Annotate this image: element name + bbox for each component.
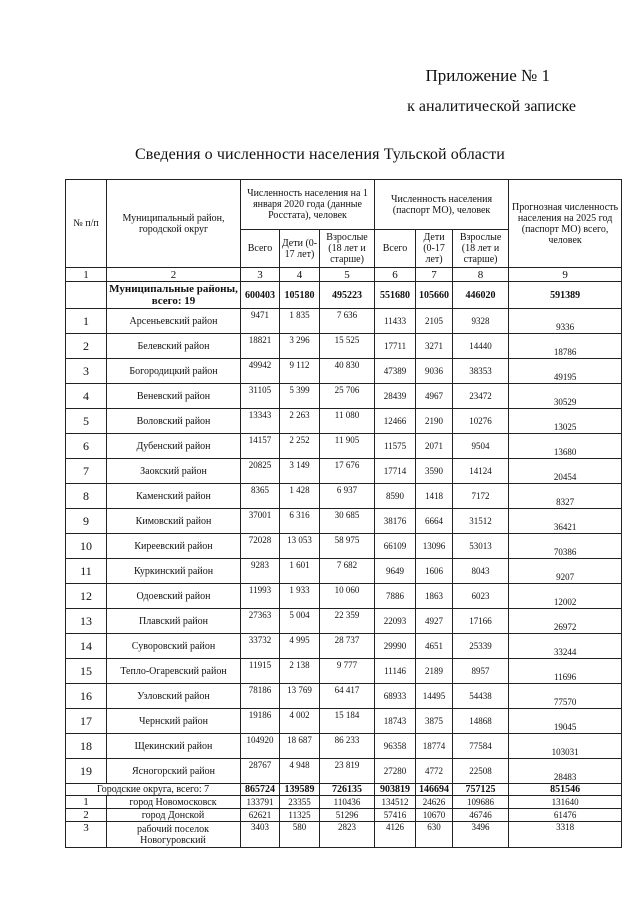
value-cell: 3271 <box>416 334 453 359</box>
value-cell: 10276 <box>453 409 509 434</box>
district-name: Заокский район <box>107 459 241 484</box>
value-cell: 12466 <box>375 409 416 434</box>
value-cell: 14157 <box>241 434 280 459</box>
value-cell: 13343 <box>241 409 280 434</box>
col-header-rosstat-adults: Взрослые (18 лет и старше) <box>320 230 375 268</box>
value-cell: 2 263 <box>280 409 320 434</box>
value-cell: 31105 <box>241 384 280 409</box>
col-header-forecast: Прогнозная численность населения на 2025 год (паспорт МО) всего, человек <box>509 180 622 268</box>
value-cell: 109686 <box>453 796 509 809</box>
value-cell: 77570 <box>509 684 622 709</box>
value-cell: 133791 <box>241 796 280 809</box>
district-row <box>66 484 622 509</box>
district-name: Каменский район <box>107 484 241 509</box>
total-cell: 446020 <box>453 282 509 309</box>
value-cell: 131640 <box>509 796 622 809</box>
column-number: 6 <box>375 268 416 282</box>
value-cell: 9328 <box>453 309 509 334</box>
row-number: 4 <box>66 384 107 409</box>
column-number: 7 <box>416 268 453 282</box>
total-cell: 851546 <box>509 784 622 796</box>
value-cell: 28439 <box>375 384 416 409</box>
value-cell: 13 053 <box>280 534 320 559</box>
district-name: Чернский район <box>107 709 241 734</box>
district-name: Арсеньевский район <box>107 309 241 334</box>
value-cell: 18786 <box>509 334 622 359</box>
value-cell: 77584 <box>453 734 509 759</box>
value-cell: 2 138 <box>280 659 320 684</box>
column-number: 8 <box>453 268 509 282</box>
value-cell: 7 636 <box>320 309 375 334</box>
city-name: город Донской <box>107 809 241 822</box>
value-cell: 70386 <box>509 534 622 559</box>
col-header-name: Муниципальный район, городской округ <box>107 180 241 268</box>
row-number: 5 <box>66 409 107 434</box>
row-number: 1 <box>66 309 107 334</box>
value-cell: 3318 <box>509 822 622 848</box>
district-row <box>66 609 622 634</box>
value-cell: 14495 <box>416 684 453 709</box>
row-number: 8 <box>66 484 107 509</box>
district-row <box>66 684 622 709</box>
value-cell: 11993 <box>241 584 280 609</box>
value-cell: 51296 <box>320 809 375 822</box>
value-cell: 9504 <box>453 434 509 459</box>
col-header-rosstat-total: Всего <box>241 230 280 268</box>
row-number: 19 <box>66 759 107 784</box>
city-row <box>66 822 622 848</box>
value-cell: 3403 <box>241 822 280 848</box>
value-cell: 7886 <box>375 584 416 609</box>
value-cell: 6 937 <box>320 484 375 509</box>
district-row <box>66 509 622 534</box>
column-number: 2 <box>107 268 241 282</box>
value-cell: 18 687 <box>280 734 320 759</box>
value-cell: 6664 <box>416 509 453 534</box>
col-header-mo-adults: Взрослые (18 лет и старше) <box>453 230 509 268</box>
col-header-rosstat: Численность населения на 1 января 2020 года (данные Росстата), человек <box>241 180 375 230</box>
value-cell: 14124 <box>453 459 509 484</box>
value-cell: 61476 <box>509 809 622 822</box>
value-cell: 64 417 <box>320 684 375 709</box>
value-cell: 49195 <box>509 359 622 384</box>
value-cell: 110436 <box>320 796 375 809</box>
city-name: город Новомосковск <box>107 796 241 809</box>
district-name: Суворовский район <box>107 634 241 659</box>
appendix-label: Приложение № 1 <box>425 66 550 85</box>
row-number: 10 <box>66 534 107 559</box>
value-cell: 23355 <box>280 796 320 809</box>
value-cell: 9207 <box>509 559 622 584</box>
district-name: Куркинский район <box>107 559 241 584</box>
district-row <box>66 534 622 559</box>
value-cell: 9283 <box>241 559 280 584</box>
value-cell: 4 948 <box>280 759 320 784</box>
column-number: 1 <box>66 268 107 282</box>
district-name: Богородицкий район <box>107 359 241 384</box>
value-cell: 103031 <box>509 734 622 759</box>
value-cell: 2190 <box>416 409 453 434</box>
row-number: 9 <box>66 509 107 534</box>
total-cell: 903819 <box>375 784 416 796</box>
district-name: Веневский район <box>107 384 241 409</box>
document-title: Сведения о численности населения Тульской области <box>135 146 505 163</box>
value-cell: 15 184 <box>320 709 375 734</box>
total-cell: 757125 <box>453 784 509 796</box>
value-cell: 20454 <box>509 459 622 484</box>
col-header-mo-total: Всего <box>375 230 416 268</box>
value-cell: 12002 <box>509 584 622 609</box>
cities-total-row <box>66 784 622 796</box>
total-cell: 495223 <box>320 282 375 309</box>
value-cell: 4651 <box>416 634 453 659</box>
value-cell: 19045 <box>509 709 622 734</box>
district-name: Дубенский район <box>107 434 241 459</box>
value-cell: 22093 <box>375 609 416 634</box>
col-header-rosstat-children: Дети (0-17 лет) <box>280 230 320 268</box>
cities-total-label: Городские округа, всего: 7 <box>66 784 241 796</box>
city-row <box>66 796 622 809</box>
district-name: Кимовский район <box>107 509 241 534</box>
row-number: 2 <box>66 334 107 359</box>
district-name: Киреевский район <box>107 534 241 559</box>
value-cell: 104920 <box>241 734 280 759</box>
value-cell: 3875 <box>416 709 453 734</box>
value-cell: 49942 <box>241 359 280 384</box>
value-cell: 22508 <box>453 759 509 784</box>
district-row <box>66 584 622 609</box>
column-number: 3 <box>241 268 280 282</box>
district-row <box>66 559 622 584</box>
value-cell: 2 252 <box>280 434 320 459</box>
value-cell: 1606 <box>416 559 453 584</box>
value-cell: 9 112 <box>280 359 320 384</box>
value-cell: 4772 <box>416 759 453 784</box>
value-cell: 19186 <box>241 709 280 734</box>
value-cell: 30529 <box>509 384 622 409</box>
value-cell: 14868 <box>453 709 509 734</box>
district-row <box>66 384 622 409</box>
value-cell: 11325 <box>280 809 320 822</box>
value-cell: 23 819 <box>320 759 375 784</box>
total-cell: 139589 <box>280 784 320 796</box>
value-cell: 5 399 <box>280 384 320 409</box>
value-cell: 2823 <box>320 822 375 848</box>
district-name: Одоевский район <box>107 584 241 609</box>
value-cell: 7172 <box>453 484 509 509</box>
value-cell: 27363 <box>241 609 280 634</box>
row-number: 2 <box>66 809 107 822</box>
row-number: 16 <box>66 684 107 709</box>
value-cell: 30 685 <box>320 509 375 534</box>
value-cell: 31512 <box>453 509 509 534</box>
value-cell: 8590 <box>375 484 416 509</box>
value-cell: 5 004 <box>280 609 320 634</box>
total-cell: 726135 <box>320 784 375 796</box>
value-cell: 2071 <box>416 434 453 459</box>
value-cell: 580 <box>280 822 320 848</box>
value-cell: 13680 <box>509 434 622 459</box>
row-number: 15 <box>66 659 107 684</box>
value-cell: 25 706 <box>320 384 375 409</box>
value-cell: 8043 <box>453 559 509 584</box>
value-cell: 47389 <box>375 359 416 384</box>
district-row <box>66 709 622 734</box>
value-cell: 11433 <box>375 309 416 334</box>
value-cell: 53013 <box>453 534 509 559</box>
value-cell: 11915 <box>241 659 280 684</box>
value-cell: 58 975 <box>320 534 375 559</box>
value-cell: 11575 <box>375 434 416 459</box>
value-cell: 26972 <box>509 609 622 634</box>
district-row <box>66 659 622 684</box>
value-cell: 3 296 <box>280 334 320 359</box>
district-row <box>66 759 622 784</box>
value-cell: 6 316 <box>280 509 320 534</box>
value-cell: 4927 <box>416 609 453 634</box>
value-cell: 28483 <box>509 759 622 784</box>
value-cell: 38353 <box>453 359 509 384</box>
value-cell: 4 995 <box>280 634 320 659</box>
row-number: 11 <box>66 559 107 584</box>
value-cell: 17166 <box>453 609 509 634</box>
value-cell: 33732 <box>241 634 280 659</box>
district-row <box>66 634 622 659</box>
value-cell: 2189 <box>416 659 453 684</box>
value-cell: 9 777 <box>320 659 375 684</box>
column-number: 4 <box>280 268 320 282</box>
value-cell: 62621 <box>241 809 280 822</box>
value-cell: 22 359 <box>320 609 375 634</box>
district-name: Ясногорский район <box>107 759 241 784</box>
total-cell: 105180 <box>280 282 320 309</box>
row-number: 17 <box>66 709 107 734</box>
total-cell: 551680 <box>375 282 416 309</box>
value-cell: 134512 <box>375 796 416 809</box>
col-header-mo-children: Дети (0-17 лет) <box>416 230 453 268</box>
row-number: 7 <box>66 459 107 484</box>
city-name: рабочий поселок Новогуровский <box>107 822 241 848</box>
row-number: 13 <box>66 609 107 634</box>
value-cell: 23472 <box>453 384 509 409</box>
value-cell: 13096 <box>416 534 453 559</box>
total-cell: 591389 <box>509 282 622 309</box>
total-cell: 865724 <box>241 784 280 796</box>
value-cell: 8327 <box>509 484 622 509</box>
value-cell: 1 835 <box>280 309 320 334</box>
column-number-row <box>66 268 622 282</box>
district-row <box>66 459 622 484</box>
col-header-num: № п/п <box>66 180 107 268</box>
district-row <box>66 309 622 334</box>
row-number: 3 <box>66 822 107 848</box>
value-cell: 27280 <box>375 759 416 784</box>
value-cell: 1 601 <box>280 559 320 584</box>
value-cell: 68933 <box>375 684 416 709</box>
value-cell: 38176 <box>375 509 416 534</box>
district-row <box>66 434 622 459</box>
value-cell: 11696 <box>509 659 622 684</box>
value-cell: 17714 <box>375 459 416 484</box>
column-number: 5 <box>320 268 375 282</box>
district-name: Белевский район <box>107 334 241 359</box>
value-cell: 11 905 <box>320 434 375 459</box>
value-cell: 1 933 <box>280 584 320 609</box>
district-name: Щекинский район <box>107 734 241 759</box>
value-cell: 40 830 <box>320 359 375 384</box>
value-cell: 1 428 <box>280 484 320 509</box>
value-cell: 46746 <box>453 809 509 822</box>
value-cell: 11 080 <box>320 409 375 434</box>
note-label: к аналитической записке <box>407 98 576 115</box>
value-cell: 9471 <box>241 309 280 334</box>
value-cell: 66109 <box>375 534 416 559</box>
value-cell: 10 060 <box>320 584 375 609</box>
row-number: 14 <box>66 634 107 659</box>
value-cell: 29990 <box>375 634 416 659</box>
value-cell: 18743 <box>375 709 416 734</box>
total-cell: 146694 <box>416 784 453 796</box>
value-cell: 17 676 <box>320 459 375 484</box>
value-cell: 4 002 <box>280 709 320 734</box>
city-row <box>66 809 622 822</box>
value-cell: 28767 <box>241 759 280 784</box>
value-cell: 1418 <box>416 484 453 509</box>
district-row <box>66 409 622 434</box>
value-cell: 8957 <box>453 659 509 684</box>
value-cell: 3 149 <box>280 459 320 484</box>
value-cell: 25339 <box>453 634 509 659</box>
value-cell: 9649 <box>375 559 416 584</box>
district-name: Узловский район <box>107 684 241 709</box>
district-name: Тепло-Огаревский район <box>107 659 241 684</box>
value-cell: 72028 <box>241 534 280 559</box>
total-cell: 600403 <box>241 282 280 309</box>
value-cell: 9336 <box>509 309 622 334</box>
districts-total-label: Муниципальные районы, всего: 19 <box>107 282 241 309</box>
district-name: Плавский район <box>107 609 241 634</box>
value-cell: 20825 <box>241 459 280 484</box>
value-cell: 37001 <box>241 509 280 534</box>
value-cell: 54438 <box>453 684 509 709</box>
value-cell: 18821 <box>241 334 280 359</box>
districts-total-row <box>66 282 622 309</box>
value-cell: 57416 <box>375 809 416 822</box>
value-cell: 4126 <box>375 822 416 848</box>
value-cell: 1863 <box>416 584 453 609</box>
row-number: 1 <box>66 796 107 809</box>
value-cell: 13025 <box>509 409 622 434</box>
value-cell: 78186 <box>241 684 280 709</box>
value-cell: 17711 <box>375 334 416 359</box>
row-number: 3 <box>66 359 107 384</box>
col-header-mo: Численность населения (паспорт МО), человек <box>375 180 509 230</box>
value-cell: 15 525 <box>320 334 375 359</box>
value-cell: 14440 <box>453 334 509 359</box>
value-cell: 8365 <box>241 484 280 509</box>
total-num-cell <box>66 282 107 309</box>
row-number: 18 <box>66 734 107 759</box>
value-cell: 13 769 <box>280 684 320 709</box>
value-cell: 3590 <box>416 459 453 484</box>
district-row <box>66 359 622 384</box>
value-cell: 4967 <box>416 384 453 409</box>
value-cell: 630 <box>416 822 453 848</box>
value-cell: 24626 <box>416 796 453 809</box>
value-cell: 3496 <box>453 822 509 848</box>
value-cell: 2105 <box>416 309 453 334</box>
value-cell: 6023 <box>453 584 509 609</box>
district-row <box>66 734 622 759</box>
value-cell: 96358 <box>375 734 416 759</box>
row-number: 12 <box>66 584 107 609</box>
value-cell: 18774 <box>416 734 453 759</box>
value-cell: 28 737 <box>320 634 375 659</box>
value-cell: 11146 <box>375 659 416 684</box>
row-number: 6 <box>66 434 107 459</box>
total-cell: 105660 <box>416 282 453 309</box>
district-row <box>66 334 622 359</box>
value-cell: 7 682 <box>320 559 375 584</box>
column-number: 9 <box>509 268 622 282</box>
value-cell: 10670 <box>416 809 453 822</box>
value-cell: 9036 <box>416 359 453 384</box>
district-name: Воловский район <box>107 409 241 434</box>
value-cell: 36421 <box>509 509 622 534</box>
value-cell: 86 233 <box>320 734 375 759</box>
population-table <box>65 179 622 848</box>
value-cell: 33244 <box>509 634 622 659</box>
